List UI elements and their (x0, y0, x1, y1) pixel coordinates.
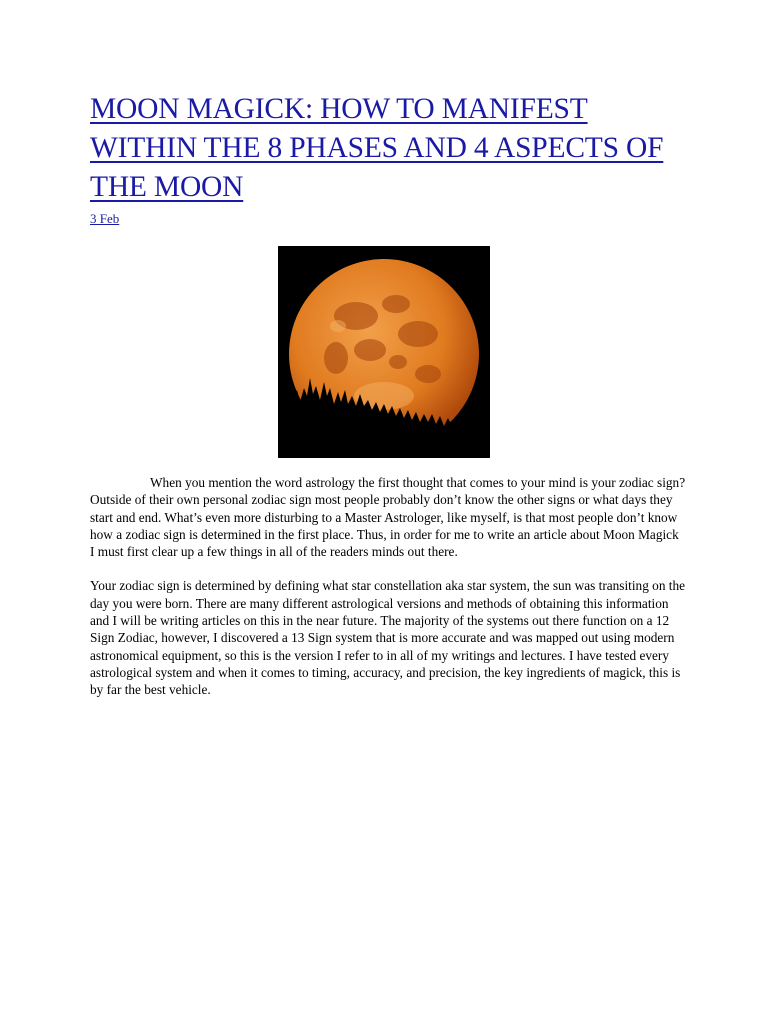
paragraph-intro: When you mention the word astrology the first thought that comes to your mind is your zodiac sign? Outside of their own personal zodiac sign most people probably don’t know the other signs or what days they start and end. What’s even more disturbing to a Master Astrologer, like myself, is that most people don’t know how a zodiac sign is determined in the first place. Thus, in order for me to write an article about Moon Magick I must first clear up a few things in all of the readers minds out there. (90, 475, 686, 560)
paragraph-zodiac-sign: Your zodiac sign is determined by defining what star constellation aka star system, the sun was transiting on the day you were born. There are many different astrological versions and methods of obtaining this information and I will be writing articles on this in the near future. The majority of the systems out there function on a 12 Sign Zodiac, however, I discovered a 13 Sign system that is more accurate and was mapped out using modern astronomical equipment, so this is the version I refer to in all of my writings and lectures. I have tested every astrological system and when it comes to timing, accuracy, and precision, the key ingredients of magick, this is by far the best vehicle. (90, 578, 686, 698)
moon-image (278, 246, 490, 458)
article-date-link[interactable]: 3 Feb (90, 211, 120, 226)
article-title-link[interactable]: MOON MAGICK: HOW TO MANIFEST WITHIN THE 8 PHASES AND 4 ASPECTS OF THE MOON (90, 93, 664, 203)
article-body (90, 474, 686, 716)
